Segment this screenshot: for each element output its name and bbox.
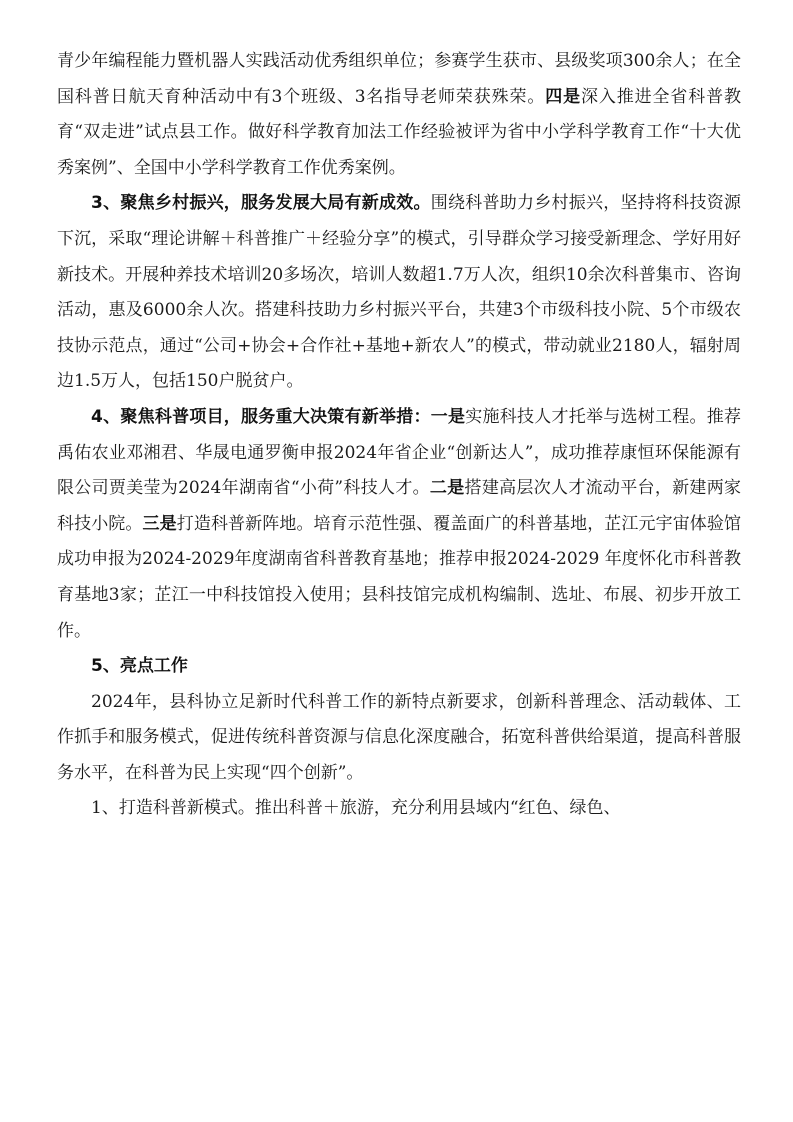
- paragraph-text: 深入推进全省科普教育“双走进”试点县工作。做好科学教育加法工作经验被评为省中小学科学教育工作“十大优秀案例”、全国中小学科学教育工作优秀案例。: [57, 86, 742, 178]
- paragraph-highlights-heading: [57, 649, 741, 685]
- section-heading-4: 4、聚焦科普项目，服务重大决策有新举措：: [91, 406, 431, 427]
- paragraph-highlights-intro: [57, 685, 741, 792]
- point-four-label: 四是: [545, 86, 581, 107]
- paragraph-text: 打造科普新阵地。培育示范性强、覆盖面广的科普基地，芷江元宇宙体验馆成功申报为2024-2029年度湖南省科普教育基地；推荐申报2024-2029 年度怀化市科普教育基地3家；芷江一中科技馆投入使用；县科技馆完成机构编制、选址、布展、初步开放工作。: [57, 513, 742, 641]
- point-two-label: 二是: [429, 478, 465, 499]
- paragraph-text: 搭建高层次人才流动平台，新建两家科技小院。: [57, 478, 742, 534]
- document-body: [57, 44, 741, 827]
- point-three-label: 三是: [142, 513, 177, 534]
- paragraph-achievements-continued: [57, 44, 741, 186]
- paragraph-text: 实施科技人才托举与选树工程。推荐禹佑农业邓湘君、华晟电通罗衡申报2024年省企业“创新达人”，成功推荐康恒环保能源有限公司贾美莹为2024年湖南省“小荷”科技人才。: [57, 406, 742, 499]
- paragraph-rural-revitalization: [57, 186, 741, 400]
- paragraph-text: 围绕科普助力乡村振兴，坚持将科技资源下沉，采取“理论讲解＋科普推广＋经验分享”的模式，引导群众学习接受新理念、学好用好新技术。开展种养技术培训20多场次，培训人数超1.7万人次，组织10余次科普集市、咨询活动，惠及6000余人次。搭建科技助力乡村振兴平台，共建3个市级科技小院、5个市级农技协示范点，通过“公司+协会+合作社+基地+新农人”的模式，带动就业2180人，辐射周边1.5万人，包括150户脱贫户。: [57, 193, 742, 392]
- paragraph-science-projects: [57, 400, 741, 649]
- section-heading-3: 3、聚焦乡村振兴，服务发展大局有新成效。: [91, 193, 431, 214]
- paragraph-new-model: [57, 791, 741, 827]
- paragraph-text: 1、打造科普新模式。推出科普＋旅游，充分利用县域内“红色、绿色、: [91, 798, 621, 819]
- paragraph-text: 2024年，县科协立足新时代科普工作的新特点新要求，创新科普理念、活动载体、工作抓手和服务模式，促进传统科普资源与信息化深度融合，拓宽科普供给渠道，提高科普服务水平，在科普为民上实现“四个创新”。: [57, 691, 741, 783]
- section-heading-5: 5、亮点工作: [91, 656, 188, 677]
- point-one-label: 一是: [430, 406, 466, 427]
- paragraph-text: 青少年编程能力暨机器人实践活动优秀组织单位；参赛学生获市、县级奖项300余人；在全国科普日航天育种活动中有3个班级、3名指导老师荣获殊荣。: [57, 51, 741, 107]
